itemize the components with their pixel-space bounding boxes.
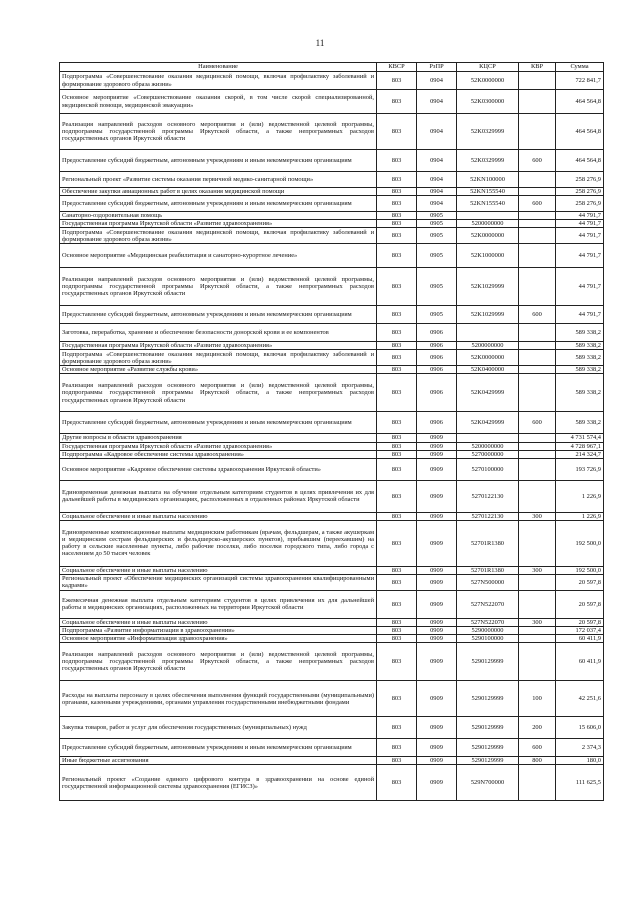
row-kvr	[519, 374, 556, 412]
row-kcsr: 52701R1380	[457, 520, 519, 566]
row-sum: 464 564,8	[556, 114, 604, 150]
page-number: 11	[315, 38, 325, 48]
row-kcsr: 527N522070	[457, 590, 519, 618]
table-row	[60, 574, 604, 590]
row-kvsr: 803	[377, 244, 417, 268]
table-row	[60, 717, 604, 739]
row-kcsr: 52KN100000	[457, 172, 519, 188]
row-name: Предоставление субсидий бюджетным, автономным учреждениям и иным некоммерческим организациям	[60, 196, 377, 212]
row-kvsr: 803	[377, 618, 417, 626]
row-sum: 15 606,0	[556, 717, 604, 739]
row-rzpr: 0909	[417, 574, 457, 590]
row-kvsr: 803	[377, 412, 417, 434]
row-name: Единовременная денежная выплата на обучение отдельным категориям студентов в целях привлечения их для дальнейшей работы в медицинских организациях, расположенных в отдаленных районах Иркутской области	[60, 480, 377, 512]
budget-table	[59, 62, 604, 801]
row-kvr	[519, 350, 556, 366]
table-row	[60, 480, 604, 512]
row-sum: 589 338,2	[556, 412, 604, 434]
row-kcsr: 5290000000	[457, 627, 519, 635]
row-name: Предоставление субсидий бюджетным, автономным учреждениям и иным некоммерческим организациям	[60, 412, 377, 434]
row-kvr	[519, 450, 556, 458]
row-name: Подпрограмма «Совершенствование оказания медицинской помощи, включая профилактику заболеваний и формирование здорового образа жизни»	[60, 72, 377, 90]
row-rzpr: 0904	[417, 172, 457, 188]
row-name: Обеспечение закупки авиационных работ в целях оказания медицинской помощи	[60, 188, 377, 196]
row-name: Санаторно-оздоровительная помощь	[60, 212, 377, 220]
row-sum: 60 411,9	[556, 643, 604, 681]
row-kvr	[519, 590, 556, 618]
row-rzpr: 0905	[417, 306, 457, 324]
row-kvr	[519, 228, 556, 244]
table-row	[60, 442, 604, 450]
table-body	[60, 72, 604, 801]
row-rzpr: 0909	[417, 480, 457, 512]
row-kvsr: 803	[377, 480, 417, 512]
row-sum: 111 625,5	[556, 765, 604, 801]
row-kcsr: 52K0000000	[457, 228, 519, 244]
row-kvr	[519, 366, 556, 374]
row-name: Подпрограмма «Кадровое обеспечение системы здравоохранения»	[60, 450, 377, 458]
row-kvr: 600	[519, 739, 556, 757]
row-kcsr	[457, 212, 519, 220]
row-kvsr: 803	[377, 188, 417, 196]
row-rzpr: 0904	[417, 196, 457, 212]
row-kvsr: 803	[377, 342, 417, 350]
row-sum: 589 338,2	[556, 366, 604, 374]
row-rzpr: 0909	[417, 635, 457, 643]
row-kvsr: 803	[377, 212, 417, 220]
row-kvr	[519, 643, 556, 681]
table-row	[60, 635, 604, 643]
table-row	[60, 643, 604, 681]
row-rzpr: 0909	[417, 458, 457, 480]
row-sum: 4 731 574,4	[556, 434, 604, 442]
row-sum: 42 251,6	[556, 681, 604, 717]
row-kvr	[519, 212, 556, 220]
row-rzpr: 0909	[417, 717, 457, 739]
row-name: Предоставление субсидий бюджетным, автономным учреждениям и иным некоммерческим организациям	[60, 150, 377, 172]
row-name: Основное мероприятие «Кадровое обеспечение системы здравоохранения Иркутской области»	[60, 458, 377, 480]
table-row	[60, 566, 604, 574]
row-sum: 44 791,7	[556, 268, 604, 306]
row-kvsr: 803	[377, 739, 417, 757]
header-rzpr: РзПР	[417, 63, 457, 72]
table-row	[60, 228, 604, 244]
row-sum: 464 564,8	[556, 90, 604, 114]
table-row	[60, 72, 604, 90]
row-name: Единовременные компенсационные выплаты медицинским работникам (врачам, фельдшерам, а также акушеркам и медицинским сестрам фельдшерских и фельдшерско-акушерских пунктов), прибывшим (переехавшим) на работу в сельские населенные пункты, либо рабочие поселки, либо поселки городского типа, либо города с населением до 50 тысяч человек	[60, 520, 377, 566]
row-kvsr: 803	[377, 717, 417, 739]
row-rzpr: 0904	[417, 188, 457, 196]
row-kvr: 600	[519, 306, 556, 324]
row-kvr	[519, 172, 556, 188]
row-kvsr: 803	[377, 450, 417, 458]
row-kvsr: 803	[377, 590, 417, 618]
row-kvr: 300	[519, 512, 556, 520]
row-kvsr: 803	[377, 114, 417, 150]
row-rzpr: 0905	[417, 212, 457, 220]
row-kvr	[519, 627, 556, 635]
row-kvsr: 803	[377, 574, 417, 590]
row-name: Региональный проект «Создание единого цифрового контура в здравоохранении на основе единой государственной информационной системы здравоохранения (ЕГИСЗ)»	[60, 765, 377, 801]
row-sum: 2 374,3	[556, 739, 604, 757]
row-sum: 464 564,8	[556, 150, 604, 172]
row-sum: 172 037,4	[556, 627, 604, 635]
row-kvr: 300	[519, 618, 556, 626]
row-kcsr: 5270122130	[457, 480, 519, 512]
row-rzpr: 0905	[417, 268, 457, 306]
row-rzpr: 0909	[417, 450, 457, 458]
row-sum: 589 338,2	[556, 342, 604, 350]
row-sum: 44 791,7	[556, 228, 604, 244]
row-sum: 180,0	[556, 757, 604, 765]
row-name: Реализация направлений расходов основного мероприятия и (или) ведомственной целевой программы, подпрограммы государственной программы Иркутской области, а также непрограммных расходов государственных органов Иркутской области	[60, 114, 377, 150]
row-name: Государственная программа Иркутской области «Развитие здравоохранения»	[60, 342, 377, 350]
row-name: Государственная программа Иркутской области «Развитие здравоохранения»	[60, 442, 377, 450]
row-rzpr: 0906	[417, 324, 457, 342]
table-row	[60, 90, 604, 114]
row-kvsr: 803	[377, 228, 417, 244]
row-kcsr: 5200000000	[457, 220, 519, 228]
row-kvr	[519, 114, 556, 150]
row-kcsr: 52K1029999	[457, 268, 519, 306]
row-kcsr: 5290129999	[457, 717, 519, 739]
row-kcsr	[457, 324, 519, 342]
row-kcsr: 52K1029999	[457, 306, 519, 324]
table-row	[60, 268, 604, 306]
row-sum: 258 276,9	[556, 188, 604, 196]
header-name: Наименование	[60, 63, 377, 72]
row-kvsr: 803	[377, 757, 417, 765]
row-name: Иные бюджетные ассигнования	[60, 757, 377, 765]
row-kcsr: 52K0329999	[457, 114, 519, 150]
row-rzpr: 0904	[417, 90, 457, 114]
table-row	[60, 150, 604, 172]
row-kvsr: 803	[377, 72, 417, 90]
header-kvsr: КВСР	[377, 63, 417, 72]
row-kvsr: 803	[377, 442, 417, 450]
row-sum: 589 338,2	[556, 374, 604, 412]
row-sum: 192 500,0	[556, 520, 604, 566]
table-row	[60, 681, 604, 717]
row-sum: 44 791,7	[556, 306, 604, 324]
table-row	[60, 434, 604, 442]
row-kcsr: 5290129999	[457, 757, 519, 765]
row-kcsr	[457, 434, 519, 442]
table-row	[60, 172, 604, 188]
row-sum: 214 324,7	[556, 450, 604, 458]
row-kcsr: 5290129999	[457, 643, 519, 681]
row-rzpr: 0909	[417, 590, 457, 618]
table-row	[60, 520, 604, 566]
row-kcsr: 52K0300000	[457, 90, 519, 114]
row-kvsr: 803	[377, 350, 417, 366]
row-rzpr: 0906	[417, 374, 457, 412]
row-sum: 1 226,9	[556, 512, 604, 520]
row-kcsr: 5200000000	[457, 342, 519, 350]
table-row	[60, 196, 604, 212]
row-name: Основное мероприятие «Информатизация здравоохранения»	[60, 635, 377, 643]
row-kvsr: 803	[377, 566, 417, 574]
row-sum: 589 338,2	[556, 324, 604, 342]
row-kvsr: 803	[377, 643, 417, 681]
row-kcsr: 529N700000	[457, 765, 519, 801]
row-rzpr: 0905	[417, 228, 457, 244]
row-kvsr: 803	[377, 306, 417, 324]
row-name: Региональный проект «Развитие системы оказания первичной медико-санитарной помощи»	[60, 172, 377, 188]
row-rzpr: 0909	[417, 739, 457, 757]
row-kvsr: 803	[377, 220, 417, 228]
row-kcsr: 52KN155540	[457, 188, 519, 196]
row-kvr	[519, 324, 556, 342]
row-kvsr: 803	[377, 681, 417, 717]
row-rzpr: 0909	[417, 442, 457, 450]
row-kvr: 300	[519, 566, 556, 574]
row-rzpr: 0909	[417, 618, 457, 626]
row-name: Государственная программа Иркутской области «Развитие здравоохранения»	[60, 220, 377, 228]
row-kcsr: 5290100000	[457, 635, 519, 643]
row-name: Предоставление субсидий бюджетным, автономным учреждениям и иным некоммерческим организациям	[60, 306, 377, 324]
table-row	[60, 450, 604, 458]
row-kcsr: 52K0329999	[457, 150, 519, 172]
row-sum: 20 597,8	[556, 618, 604, 626]
table-row	[60, 412, 604, 434]
table-row	[60, 765, 604, 801]
row-kcsr: 52K0000000	[457, 350, 519, 366]
row-kvr	[519, 458, 556, 480]
row-kvsr: 803	[377, 366, 417, 374]
row-name: Подпрограмма «Совершенствование оказания медицинской помощи, включая профилактику заболеваний и формирование здорового образа жизни»	[60, 350, 377, 366]
row-kcsr: 5270100000	[457, 458, 519, 480]
row-name: Подпрограмма «Совершенствование оказания медицинской помощи, включая профилактику заболеваний и формирование здорового образа жизни»	[60, 228, 377, 244]
table-row	[60, 350, 604, 366]
row-kcsr: 5270000000	[457, 450, 519, 458]
row-kvsr: 803	[377, 196, 417, 212]
row-kcsr: 5200000000	[457, 442, 519, 450]
row-rzpr: 0904	[417, 114, 457, 150]
row-sum: 20 597,8	[556, 574, 604, 590]
row-kcsr: 5290129999	[457, 681, 519, 717]
row-kvsr: 803	[377, 458, 417, 480]
row-sum: 589 338,2	[556, 350, 604, 366]
row-rzpr: 0906	[417, 350, 457, 366]
row-kvsr: 803	[377, 150, 417, 172]
row-name: Закупка товаров, работ и услуг для обеспечения государственных (муниципальных) нужд	[60, 717, 377, 739]
row-name: Подпрограмма «Развитие информатизации в здравоохранении»	[60, 627, 377, 635]
row-kvr	[519, 268, 556, 306]
row-kvr	[519, 520, 556, 566]
row-kvr	[519, 188, 556, 196]
row-name: Основное мероприятие «Медицинская реабилитация и санаторно-курортное лечение»	[60, 244, 377, 268]
row-kvr	[519, 765, 556, 801]
row-kvr	[519, 574, 556, 590]
row-kcsr: 52K0429999	[457, 412, 519, 434]
row-sum: 44 791,7	[556, 212, 604, 220]
row-name: Социальное обеспечение и иные выплаты населению	[60, 618, 377, 626]
row-kcsr: 52KN155540	[457, 196, 519, 212]
table-row	[60, 757, 604, 765]
table-row	[60, 590, 604, 618]
row-rzpr: 0909	[417, 765, 457, 801]
row-rzpr: 0909	[417, 566, 457, 574]
row-rzpr: 0905	[417, 220, 457, 228]
row-kcsr: 5270122130	[457, 512, 519, 520]
row-rzpr: 0906	[417, 412, 457, 434]
row-kvsr: 803	[377, 268, 417, 306]
row-rzpr: 0909	[417, 520, 457, 566]
row-kvsr: 803	[377, 172, 417, 188]
row-kcsr: 527N500000	[457, 574, 519, 590]
row-kcsr: 52K0000000	[457, 72, 519, 90]
row-kvr	[519, 434, 556, 442]
row-kvr: 600	[519, 412, 556, 434]
row-name: Региональный проект «Обеспечение медицинских организаций системы здравоохранения квалифицированными кадрами»	[60, 574, 377, 590]
row-rzpr: 0904	[417, 150, 457, 172]
row-kvr	[519, 244, 556, 268]
row-name: Ежемесячная денежная выплата отдельным категориям студентов в целях привлечения их для дальнейшей работы в медицинских организациях, расположенных на территории Иркутской области	[60, 590, 377, 618]
row-rzpr: 0909	[417, 757, 457, 765]
table-row	[60, 220, 604, 228]
table-row	[60, 306, 604, 324]
table-header-row	[60, 63, 604, 72]
row-rzpr: 0906	[417, 342, 457, 350]
row-kvsr: 803	[377, 520, 417, 566]
header-kvr: КВР	[519, 63, 556, 72]
row-kvsr: 803	[377, 434, 417, 442]
row-rzpr: 0905	[417, 244, 457, 268]
row-kcsr: 5290129999	[457, 739, 519, 757]
row-kvsr: 803	[377, 90, 417, 114]
row-sum: 20 597,8	[556, 590, 604, 618]
row-kvr	[519, 72, 556, 90]
row-sum: 258 276,9	[556, 196, 604, 212]
row-kvr	[519, 480, 556, 512]
row-kcsr: 527N522070	[457, 618, 519, 626]
row-name: Расходы на выплаты персоналу в целях обеспечения выполнения функций государственными (муниципальными) органами, казенными учреждениями, органами управления государственными внебюджетными фондами	[60, 681, 377, 717]
row-rzpr: 0909	[417, 643, 457, 681]
row-rzpr: 0909	[417, 681, 457, 717]
row-kvr: 600	[519, 150, 556, 172]
table-row	[60, 244, 604, 268]
table-row	[60, 627, 604, 635]
table-row	[60, 458, 604, 480]
row-name: Основное мероприятие «Совершенствование оказания скорой, в том числе скорой специализированной, медицинской помощи, медицинской эвакуации»	[60, 90, 377, 114]
row-name: Реализация направлений расходов основного мероприятия и (или) ведомственной целевой программы, подпрограммы государственной программы Иркутской области, а также непрограммных расходов государственных органов Иркутской области	[60, 643, 377, 681]
table-row	[60, 114, 604, 150]
table-row	[60, 618, 604, 626]
row-sum: 722 841,7	[556, 72, 604, 90]
row-kvr: 800	[519, 757, 556, 765]
row-name: Другие вопросы в области здравоохранения	[60, 434, 377, 442]
row-sum: 192 500,0	[556, 566, 604, 574]
table-row	[60, 512, 604, 520]
row-sum: 4 728 967,1	[556, 442, 604, 450]
row-kvsr: 803	[377, 635, 417, 643]
row-name: Предоставление субсидий бюджетным, автономным учреждениям и иным некоммерческим организациям	[60, 739, 377, 757]
table-row	[60, 374, 604, 412]
table-row	[60, 188, 604, 196]
row-rzpr: 0906	[417, 366, 457, 374]
row-sum: 60 411,9	[556, 635, 604, 643]
row-kvr	[519, 635, 556, 643]
row-name: Социальное обеспечение и иные выплаты населению	[60, 512, 377, 520]
row-kvsr: 803	[377, 627, 417, 635]
header-sum: Сумма	[556, 63, 604, 72]
table-row	[60, 739, 604, 757]
row-kvsr: 803	[377, 374, 417, 412]
row-kcsr: 52K0400000	[457, 366, 519, 374]
row-kvsr: 803	[377, 765, 417, 801]
row-sum: 44 791,7	[556, 220, 604, 228]
row-sum: 1 226,9	[556, 480, 604, 512]
row-kvr: 200	[519, 717, 556, 739]
table-row	[60, 212, 604, 220]
row-name: Реализация направлений расходов основного мероприятия и (или) ведомственной целевой программы, подпрограммы государственной программы Иркутской области, а также непрограммных расходов государственных органов Иркутской области	[60, 374, 377, 412]
row-rzpr: 0909	[417, 512, 457, 520]
row-kvr	[519, 342, 556, 350]
row-kcsr: 52K1000000	[457, 244, 519, 268]
row-kvr	[519, 442, 556, 450]
row-name: Заготовка, переработка, хранение и обеспечение безопасности донорской крови и ее компонентов	[60, 324, 377, 342]
row-rzpr: 0904	[417, 72, 457, 90]
table-row	[60, 342, 604, 350]
row-rzpr: 0909	[417, 434, 457, 442]
table-row	[60, 366, 604, 374]
header-kcsr: КЦСР	[457, 63, 519, 72]
row-sum: 193 726,9	[556, 458, 604, 480]
row-kvr	[519, 220, 556, 228]
row-kvr: 100	[519, 681, 556, 717]
row-rzpr: 0909	[417, 627, 457, 635]
row-kcsr: 52701R1380	[457, 566, 519, 574]
row-kvr	[519, 90, 556, 114]
row-name: Реализация направлений расходов основного мероприятия и (или) ведомственной целевой программы, подпрограммы государственной программы Иркутской области, а также непрограммных расходов государственных органов Иркутской области	[60, 268, 377, 306]
row-kvsr: 803	[377, 324, 417, 342]
table-row	[60, 324, 604, 342]
row-name: Основное мероприятие «Развитие службы крови»	[60, 366, 377, 374]
row-kvr: 600	[519, 196, 556, 212]
row-sum: 44 791,7	[556, 244, 604, 268]
row-kcsr: 52K0429999	[457, 374, 519, 412]
row-sum: 258 276,9	[556, 172, 604, 188]
row-kvsr: 803	[377, 512, 417, 520]
row-name: Социальное обеспечение и иные выплаты населению	[60, 566, 377, 574]
